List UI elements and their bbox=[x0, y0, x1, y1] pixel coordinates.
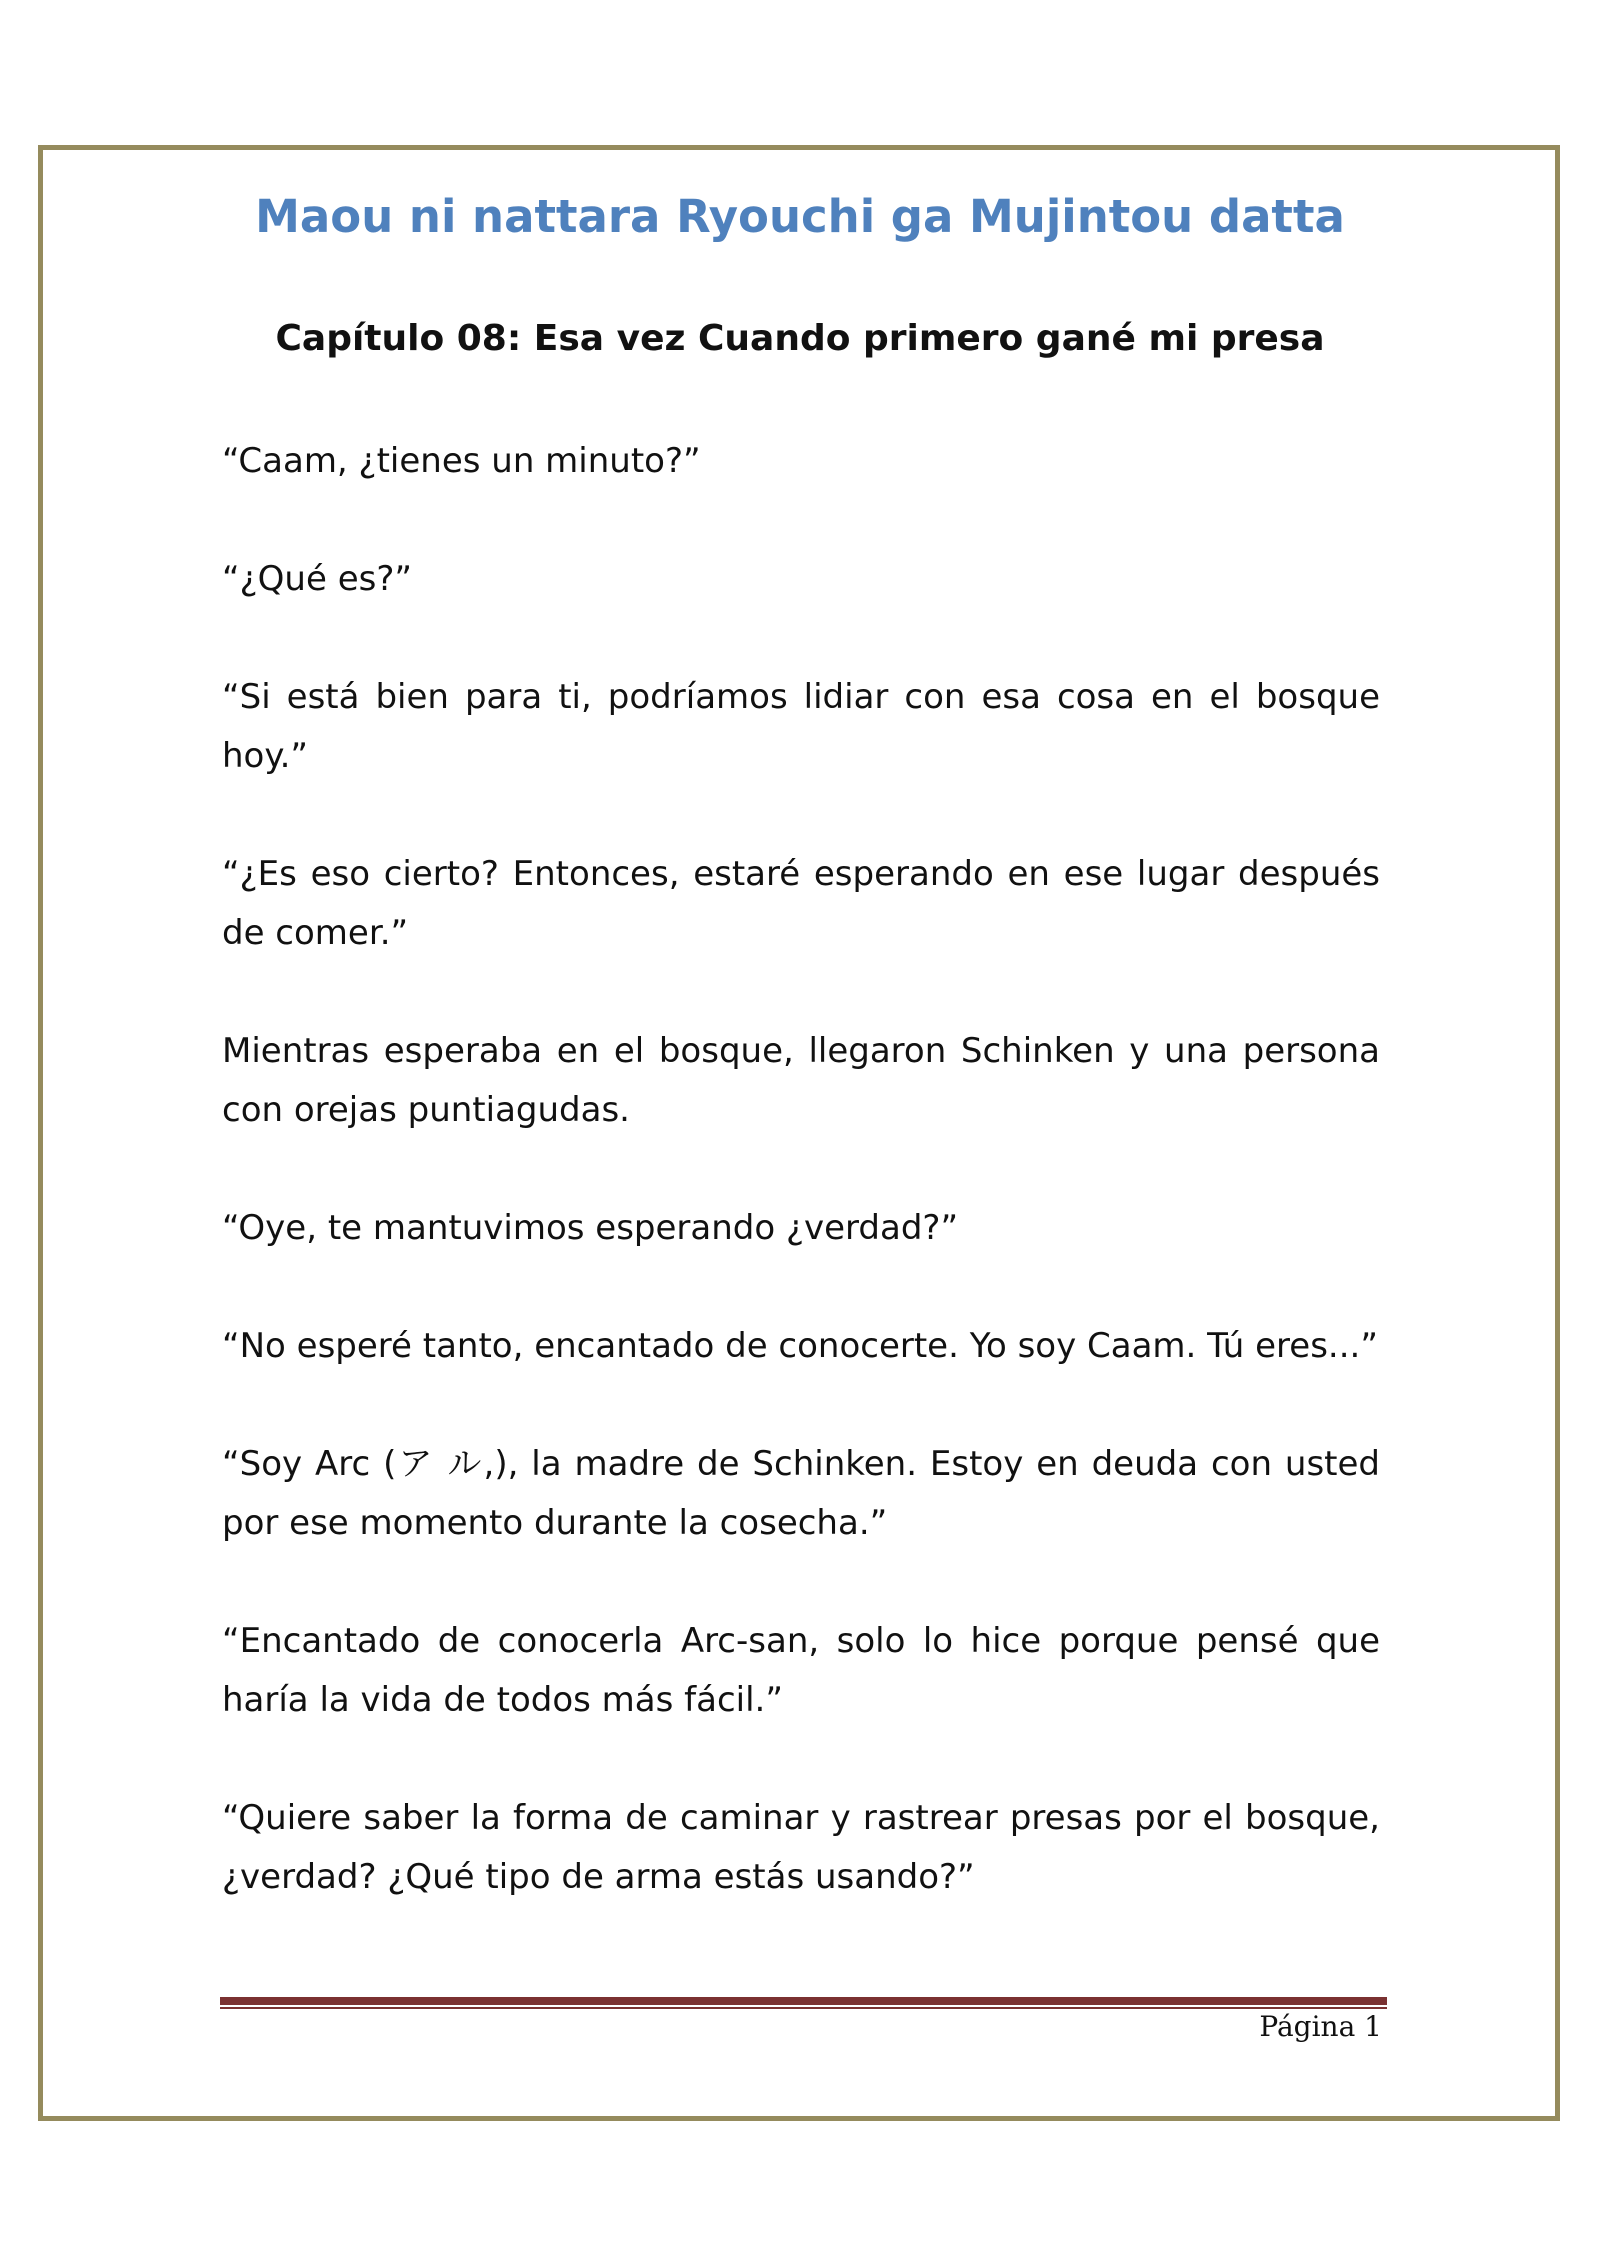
chapter-title: Capítulo 08: Esa vez Cuando primero gané mi presa bbox=[275, 318, 1325, 359]
page-number: Página 1 bbox=[1259, 2010, 1382, 2043]
paragraph: “Soy Arc (ア ル,), la madre de Schinken. Estoy en deuda con usted por ese momento durante la cosecha.” bbox=[222, 1444, 1380, 1543]
paragraph: “Oye, te mantuvimos esperando ¿verdad?” bbox=[222, 1208, 959, 1248]
paragraph: “Encantado de conocerla Arc-san, solo lo hice porque pensé que haría la vida de todos más fácil.” bbox=[222, 1621, 1380, 1720]
paragraph: “No esperé tanto, encantado de conocerte. Yo soy Caam. Tú eres...” bbox=[222, 1326, 1378, 1366]
paragraph: “Caam, ¿tienes un minuto?” bbox=[222, 441, 701, 481]
paragraph: “¿Es eso cierto? Entonces, estaré esperando en ese lugar después de comer.” bbox=[222, 854, 1380, 953]
paragraph: “Si está bien para ti, podríamos lidiar con esa cosa en el bosque hoy.” bbox=[222, 677, 1380, 776]
document-title: Maou ni nattara Ryouchi ga Mujintou datta bbox=[255, 190, 1345, 243]
body-text bbox=[222, 432, 1380, 1966]
paragraph: “Quiere saber la forma de caminar y rastrear presas por el bosque, ¿verdad? ¿Qué tipo de arma estás usando?” bbox=[222, 1798, 1380, 1897]
paragraph: Mientras esperaba en el bosque, llegaron Schinken y una persona con orejas puntiagudas. bbox=[222, 1031, 1380, 1130]
footer-divider bbox=[220, 1997, 1387, 2009]
paragraph: “¿Qué es?” bbox=[222, 559, 412, 599]
